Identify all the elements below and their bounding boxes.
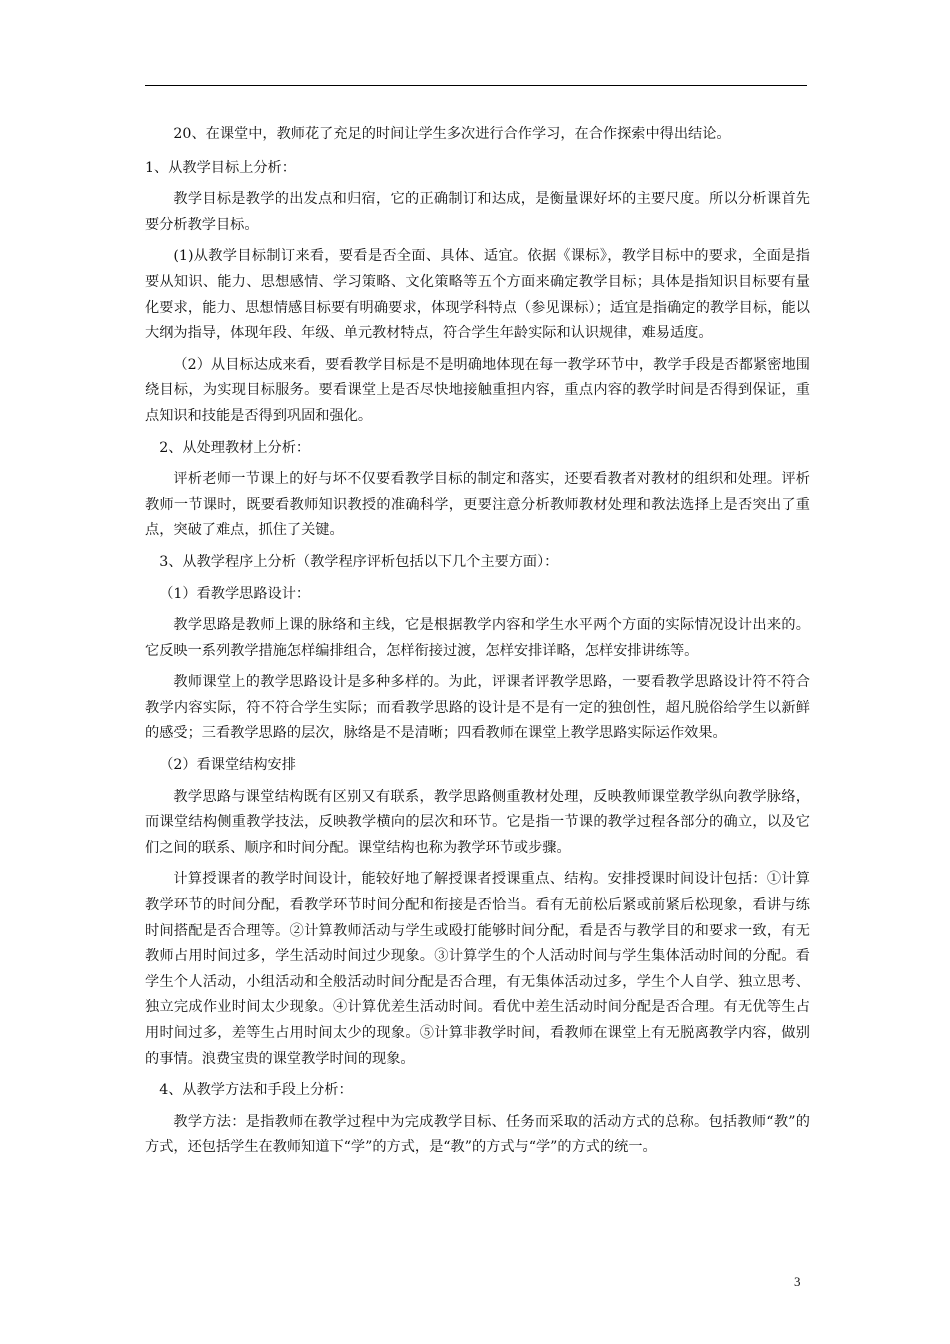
paragraph: 教师课堂上的教学思路设计是多种多样的。为此，评课者评教学思路，一要看教学思路设计符不符合教学内容实际，符不符合学生实际；而看教学思路的设计是不是有一定的独创性，超凡脱俗给学生以新鲜的感受；三看教学思路的层次，脉络是不是清晰；四看教师在课堂上教学思路实际运作效果。 <box>145 674 810 742</box>
heading-3: 3、从教学程序上分析（教学程序评析包括以下几个主要方面）： <box>159 553 559 570</box>
paragraph: 评析老师一节课上的好与坏不仅要看教学目标的制定和落实，还要看教者对教材的组织和处理。评析教师一节课时，既要看教师知识教授的准确科学，更要注意分析教师教材处理和教法选择上是否突出了重点，突破了难点，抓住了关键。 <box>145 471 810 539</box>
paragraph: (1)从教学目标制订来看，要看是否全面、具体、适宜。依据《课标》，教学目标中的要求，全面是指要从知识、能力、思想感情、学习策略、文化策略等五个方面来确定教学目标；具体是指知识目标要有量化要求，能力、思想情感目标要有明确要求，体现学科特点（参见课标）；适宜是指确定的教学目标，能以大纲为指导，体现年段、年级、单元教材特点，符合学生年龄实际和认识规律，难易适度。 <box>145 248 810 342</box>
page-number: 3 <box>794 1274 801 1289</box>
paragraph: 教学思路与课堂结构既有区别又有联系，教学思路侧重教材处理，反映教师课堂教学纵向教学脉络，而课堂结构侧重教学技法，反映教学横向的层次和环节。它是指一节课的教学过程各部分的确立，以及它们之间的联系、顺序和时间分配。课堂结构也称为教学环节或步骤。 <box>145 788 810 856</box>
heading-2: 2、从处理教材上分析： <box>159 439 311 456</box>
paragraph: 计算授课者的教学时间设计，能较好地了解授课者授课重点、结构。安排授课时间设计包括：①计算教学环节的时间分配，看教学环节时间分配和衔接是否恰当。看有无前松后紧或前紧后松现象，看讲与练时间搭配是否合理等。②计算教师活动与学生或殴打能够时间分配，看是否与教学目的和要求一致，有无教师占用时间过多，学生活动时间过少现象。③计算学生的个人活动时间与学生集体活动时间的分配。看学生个人活动，小组活动和全般活动时间分配是否合理，有无集体活动过多，学生个人自学、独立思考、独立完成作业时间太少现象。④计算优差生活动时间。看优中差生活动时间分配是否合理。有无优等生占用时间过多，差等生占用时间太少的现象。⑤计算非教学时间，看教师在课堂上有无脱离教学内容，做别的事情。浪费宝贵的课堂教学时间的现象。 <box>145 871 810 1067</box>
heading-1: 1、从教学目标上分析： <box>145 159 296 176</box>
paragraph: 教学方法：是指教师在教学过程中为完成教学目标、任务而采取的活动方式的总称。包括教师“教”的方式，还包括学生在教师知道下“学”的方式，是“教”的方式与“学”的方式的统一。 <box>145 1113 810 1156</box>
paragraph: 教学思路是教师上课的脉络和主线，它是根据教学内容和学生水平两个方面的实际情况设计出来的。它反映一系列教学措施怎样编排组合，怎样衔接过渡，怎样安排详略，怎样安排讲练等。 <box>145 617 810 659</box>
lead-item: 20、在课堂中，教师花了充足的时间让学生多次进行合作学习，在合作探索中得出结论。 <box>173 126 731 142</box>
heading-4: 4、从教学方法和手段上分析： <box>159 1082 353 1099</box>
subheading: （2）看课堂结构安排 <box>159 757 296 774</box>
document-body <box>145 122 810 1161</box>
header-rule <box>145 85 807 86</box>
paragraph: （2）从目标达成来看，要看教学目标是不是明确地体现在每一教学环节中，教学手段是否都紧密地围绕目标，为实现目标服务。要看课堂上是否尽快地接触重担内容，重点内容的教学时间是否得到保证，重点知识和技能是否得到巩固和强化。 <box>145 356 810 424</box>
paragraph: 教学目标是教学的出发点和归宿，它的正确制订和达成，是衡量课好坏的主要尺度。所以分析课首先要分析教学目标。 <box>145 191 810 233</box>
subheading: （1）看教学思路设计： <box>159 585 311 602</box>
